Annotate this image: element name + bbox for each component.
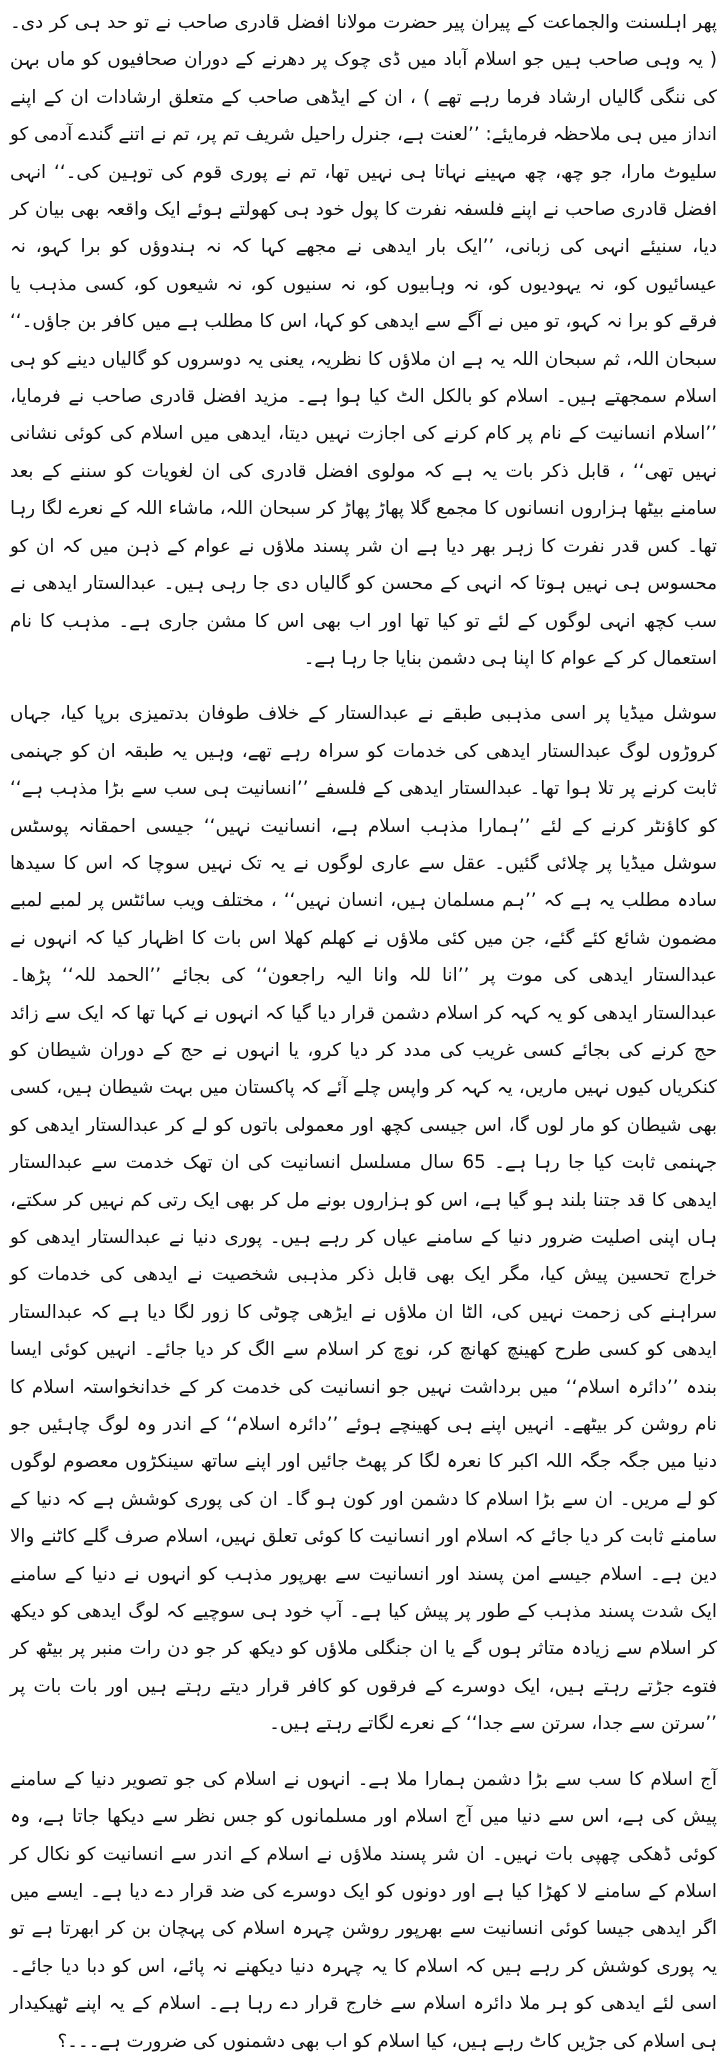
article-paragraph: پھر اہلسنت والجماعت کے پیران پیر حضرت مولانا افضل قادری صاحب نے تو حد ہی کر دی۔ ( یہ وہی صاحب ہیں جو اسلام آباد میں ڈی چوک پر دھرنے کے دوران صحافیوں کو ماں بہن کی ننگی گالیاں ارشاد فرما رہے تھے ) ، ان کے ایڈھی صاحب کے متعلق ارشادات ان کے اپنے انداز میں ہی ملاحظہ فرمایئے: ’’لعنت ہے، جنرل راحیل شریف تم پر، تم نے اتنے گندے آدمی کو سلیوٹ مارا، جو چھ، چھ مہینے نہاتا ہی نہیں تھا، تم نے پوری قوم کی توہین کی۔‘‘ انہی افضل قادری صاحب نے اپنے فلسفہ نفرت کا پول خود ہی کھولتے ہوئے ایک واقعہ بھی بیان کر دیا، سنیئے انہی کی زبانی، ’’ایک بار ایدھی نے مجھے کہا کہ نہ ہندوؤں کو برا کہو، نہ عیسائیوں کو، نہ یہودیوں کو، نہ وہابیوں کو، نہ سنیوں کو، نہ شیعوں کو، کسی مذہب یا فرقے کو برا نہ کہو، تو میں نے آگے سے ایدھی کو کہا، اس کا مطلب ہے میں کافر بن جاؤں۔‘‘ سبحان اللہ، ثم سبحان اللہ یہ ہے ان ملاؤں کا نظریہ، یعنی یہ دوسروں کو گالیاں دینے کو ہی اسلام سمجھتے ہیں۔ اسلام کو بالکل الٹ کیا ہوا ہے۔ مزید افضل قادری صاحب نے فرمایا، ’’اسلام انسانیت کے نام پر کام کرنے کی اجازت نہیں دیتا، ایدھی میں اسلام کی کوئی نشانی نہیں تھی‘‘ ، قابل ذکر بات یہ ہے کہ مولوی افضل قادری کی ان لغویات کو سننے کے بعد سامنے بیٹھا ہزاروں انسانوں کا مجمع گلا پھاڑ پھاڑ کر سبحان اللہ، ماشاء اللہ کے نعرے لگا رہا تھا۔ کس قدر نفرت کا زہر بھر دیا ہے ان شر پسند ملاؤں نے عوام کے ذہن میں کہ ان کو محسوس ہی نہیں ہوتا کہ انہی کے محسن کو گالیاں دی جا رہی ہیں۔ عبدالستار ایدھی نے سب کچھ انہی لوگوں کے لئے تو کیا تھا اور اب بھی اس کا مشن جاری ہے۔ مذہب کا نام استعمال کر کے عوام کا اپنا ہی دشمن بنایا جا رہا ہے۔ [10,12,717,669]
article-paragraph: سوشل میڈیا پر اسی مذہبی طبقے نے عبدالستار کے خلاف طوفان بدتمیزی برپا کیا، جہاں کروڑوں لوگ عبدالستار ایدھی کی خدمات کو سراہ رہے تھے، وہیں یہ طبقہ ان کو جہنمی ثابت کرنے پر تلا ہوا تھا۔ عبدالستار ایدھی کے فلسفے ’’انسانیت ہی سب سے بڑا مذہب ہے‘‘ کو کاؤنٹر کرنے کے لئے ’’ہمارا مذہب اسلام ہے، انسانیت نہیں‘‘ جیسی احمقانہ پوسٹس سوشل میڈیا پر چلائی گئیں۔ عقل سے عاری لوگوں نے یہ تک نہیں سوچا کہ اس کا سیدھا سادہ مطلب یہ ہے کہ ’’ہم مسلمان ہیں، انسان نہیں‘‘ ، مختلف ویب سائٹس پر لمبے لمبے مضمون شائع کئے گئے، جن میں کئی ملاؤں نے کھلم کھلا اس بات کا اظہار کیا کہ انہوں نے عبدالستار ایدھی کی موت پر ’’انا للہ وانا الیہ راجعون‘‘ کی بجائے ’’الحمد للہ‘‘ پڑھا۔ عبدالستار ایدھی کو یہ کہہ کر اسلام دشمن قرار دیا گیا کہ انہوں نے کہا تھا کہ ایک سے زائد حج کرنے کی بجائے کسی غریب کی مدد کر دیا کرو، یا انہوں نے حج کے دوران شیطان کو کنکریاں کیوں نہیں ماریں، یہ کہہ کر واپس چلے آئے کہ پاکستان میں بہت شیطان ہیں، کسی بھی شیطان کو مار لوں گا، اس جیسی کچھ اور معمولی باتوں کو لے کر عبدالستار ایدھی کو جہنمی ثابت کیا جا رہا ہے۔ 65 سال مسلسل انسانیت کی ان تھک خدمت سے عبدالستار ایدھی کا قد جتنا بلند ہو گیا ہے، اس کو ہزاروں بونے مل کر بھی ایک رتی کم نہیں کر سکتے، ہاں اپنی اصلیت ضرور دنیا کے سامنے عیاں کر رہے ہیں۔ پوری دنیا نے عبدالستار ایدھی کو خراج تحسین پیش کیا، مگر ایک بھی قابل ذکر مذہبی شخصیت نے ایدھی کی خدمات کو سراہنے کی زحمت نہیں کی، الٹا ان ملاؤں نے ایڑھی چوٹی کا زور لگا دیا ہے کہ عبدالستار ایدھی کو کسی طرح کھینچ کھانچ کر، نوچ کر اسلام سے الگ کر دیا جائے۔ انہیں کوئی ایسا بندہ ’’دائرہ اسلام‘‘ میں برداشت نہیں جو انسانیت کی خدمت کر کے خدانخواستہ اسلام کا نام روشن کر بیٹھے۔ انہیں اپنے ہی کھینچے ہوئے ’’دائرہ اسلام‘‘ کے اندر وہ لوگ چاہئیں جو دنیا میں جگہ جگہ اللہ اکبر کا نعرہ لگا کر پھٹ جائیں اور اپنے ساتھ سینکڑوں معصوم لوگوں کو لے مریں۔ ان سے بڑا اسلام کا دشمن اور کون ہو گا۔ ان کی پوری کوشش ہے کہ دنیا کے سامنے ثابت کر دیا جائے کہ اسلام اور انسانیت کا کوئی تعلق نہیں، اسلام صرف گلے کاٹنے والا دین ہے۔ اسلام جیسے امن پسند اور انسانیت سے بھرپور مذہب کو انہوں نے دنیا کے سامنے ایک شدت پسند مذہب کے طور پر پیش کیا ہے۔ آپ خود ہی سوچیے کہ لوگ ایدھی کو دیکھ کر اسلام سے زیادہ متاثر ہوں گے یا ان جنگلی ملاؤں کو دیکھ کر جو دن رات منبر پر بیٹھ کر فتوے جڑتے رہتے ہیں، ایک دوسرے کے فرقوں کو کافر قرار دیتے رہتے ہیں اور بات بات پر ’’سرتن سے جدا، سرتن سے جدا‘‘ کے نعرے لگاتے رہتے ہیں۔ [10,703,718,1735]
article-paragraph: آج اسلام کا سب سے بڑا دشمن ہمارا ملا ہے۔ انہوں نے اسلام کی جو تصویر دنیا کے سامنے پیش کی ہے، اس سے دنیا میں آج اسلام اور مسلمانوں کو جس نظر سے دیکھا جاتا ہے، وہ کوئی ڈھکی چھپی بات نہیں۔ ان شر پسند ملاؤں نے اسلام کے اندر سے انسانیت کو نکال کر اسلام کے سامنے لا کھڑا کیا ہے اور دونوں کو ایک دوسرے کی ضد قرار دے دیا ہے۔ ایسے میں اگر ایدھی جیسا کوئی انسانیت سے بھرپور روشن چہرہ اسلام کی پہچان بن کر ابھرتا ہے تو یہ پوری کوشش کر رہے ہیں کہ اسلام کا یہ چہرہ دنیا دیکھنے نہ پائے، اس کو دبا دیا جائے۔ اسی لئے ایدھی کو ہر ملا دائرہ اسلام سے خارج قرار دے رہا ہے۔ اسلام کے یہ اپنے ٹھیکیدار ہی اسلام کی جڑیں کاٹ رہے ہیں، کیا اسلام کو اب بھی دشمنوں کی ضرورت ہے۔۔۔؟ [10,1768,717,2052]
